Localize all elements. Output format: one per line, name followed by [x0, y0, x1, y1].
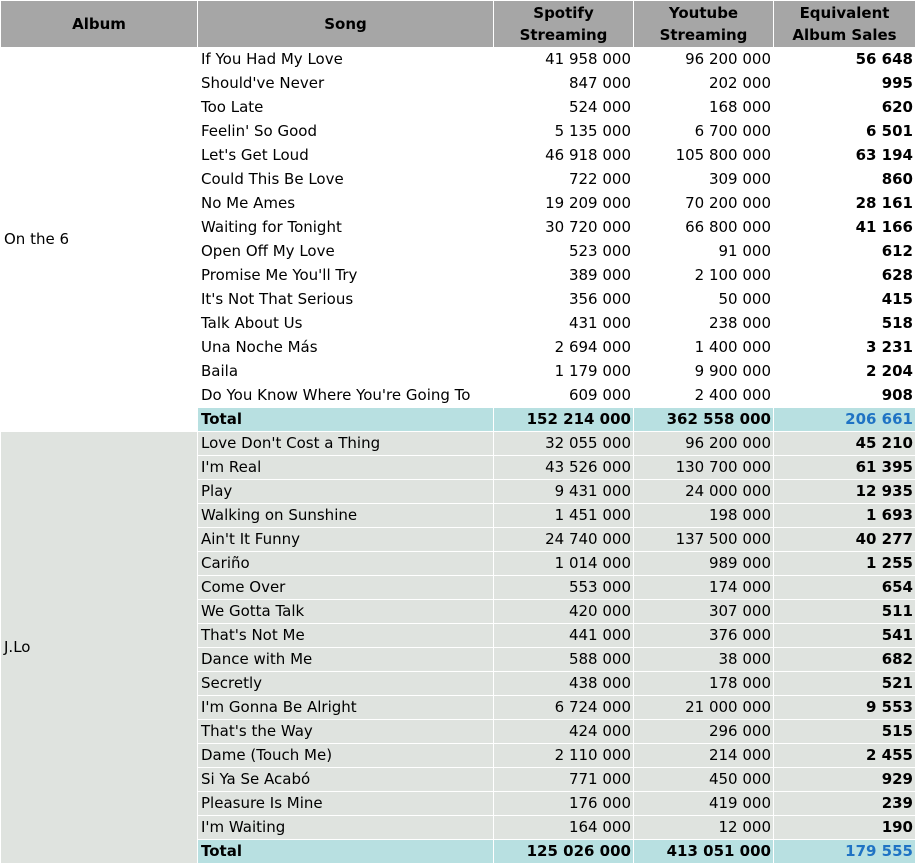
- song-title: We Gotta Talk: [198, 600, 494, 624]
- youtube-streams: 9 900 000: [634, 360, 774, 384]
- equivalent-album-sales: 63 194: [774, 144, 915, 168]
- spotify-streams: 441 000: [494, 624, 634, 648]
- equivalent-album-sales: 190: [774, 816, 915, 840]
- spotify-streams: 9 431 000: [494, 480, 634, 504]
- table-row: [1, 48, 915, 72]
- spotify-streams: 19 209 000: [494, 192, 634, 216]
- song-title: Love Don't Cost a Thing: [198, 432, 494, 456]
- equivalent-album-sales: 518: [774, 312, 915, 336]
- song-title: Feelin' So Good: [198, 120, 494, 144]
- spotify-streams: 1 451 000: [494, 504, 634, 528]
- equivalent-album-sales: 239: [774, 792, 915, 816]
- song-title: Come Over: [198, 576, 494, 600]
- equivalent-album-sales: 654: [774, 576, 915, 600]
- youtube-streams: 307 000: [634, 600, 774, 624]
- youtube-streams: 419 000: [634, 792, 774, 816]
- youtube-streams: 198 000: [634, 504, 774, 528]
- total-youtube: 413 051 000: [634, 840, 774, 864]
- spotify-streams: 1 014 000: [494, 552, 634, 576]
- song-title: It's Not That Serious: [198, 288, 494, 312]
- equivalent-album-sales: 1 693: [774, 504, 915, 528]
- youtube-streams: 450 000: [634, 768, 774, 792]
- equivalent-album-sales: 628: [774, 264, 915, 288]
- youtube-streams: 96 200 000: [634, 432, 774, 456]
- total-spotify: 152 214 000: [494, 408, 634, 432]
- song-title: I'm Real: [198, 456, 494, 480]
- spotify-streams: 609 000: [494, 384, 634, 408]
- spotify-streams: 30 720 000: [494, 216, 634, 240]
- youtube-streams: 989 000: [634, 552, 774, 576]
- song-title: Walking on Sunshine: [198, 504, 494, 528]
- song-title: Let's Get Loud: [198, 144, 494, 168]
- youtube-streams: 12 000: [634, 816, 774, 840]
- song-title: Waiting for Tonight: [198, 216, 494, 240]
- header-eas: Equivalent Album Sales: [774, 1, 915, 48]
- equivalent-album-sales: 1 255: [774, 552, 915, 576]
- song-title: Una Noche Más: [198, 336, 494, 360]
- spotify-streams: 24 740 000: [494, 528, 634, 552]
- spotify-streams: 771 000: [494, 768, 634, 792]
- spotify-streams: 41 958 000: [494, 48, 634, 72]
- song-title: Open Off My Love: [198, 240, 494, 264]
- spotify-streams: 424 000: [494, 720, 634, 744]
- spotify-streams: 553 000: [494, 576, 634, 600]
- equivalent-album-sales: 995: [774, 72, 915, 96]
- youtube-streams: 202 000: [634, 72, 774, 96]
- youtube-streams: 174 000: [634, 576, 774, 600]
- spotify-streams: 2 110 000: [494, 744, 634, 768]
- total-label: Total: [198, 840, 494, 864]
- equivalent-album-sales: 515: [774, 720, 915, 744]
- spotify-streams: 588 000: [494, 648, 634, 672]
- equivalent-album-sales: 3 231: [774, 336, 915, 360]
- equivalent-album-sales: 682: [774, 648, 915, 672]
- song-title: No Me Ames: [198, 192, 494, 216]
- header-row: [1, 1, 915, 48]
- equivalent-album-sales: 521: [774, 672, 915, 696]
- spotify-streams: 46 918 000: [494, 144, 634, 168]
- equivalent-album-sales: 929: [774, 768, 915, 792]
- equivalent-album-sales: 415: [774, 288, 915, 312]
- equivalent-album-sales: 860: [774, 168, 915, 192]
- youtube-streams: 2 100 000: [634, 264, 774, 288]
- spotify-streams: 389 000: [494, 264, 634, 288]
- song-title: That's the Way: [198, 720, 494, 744]
- song-title: Promise Me You'll Try: [198, 264, 494, 288]
- header-spotify: Spotify Streaming: [494, 1, 634, 48]
- youtube-streams: 137 500 000: [634, 528, 774, 552]
- youtube-streams: 296 000: [634, 720, 774, 744]
- equivalent-album-sales: 40 277: [774, 528, 915, 552]
- song-title: Dame (Touch Me): [198, 744, 494, 768]
- spotify-streams: 6 724 000: [494, 696, 634, 720]
- equivalent-album-sales: 2 204: [774, 360, 915, 384]
- spotify-streams: 431 000: [494, 312, 634, 336]
- equivalent-album-sales: 620: [774, 96, 915, 120]
- header-youtube: Youtube Streaming: [634, 1, 774, 48]
- song-title: Baila: [198, 360, 494, 384]
- youtube-streams: 168 000: [634, 96, 774, 120]
- spotify-streams: 43 526 000: [494, 456, 634, 480]
- song-title: Cariño: [198, 552, 494, 576]
- youtube-streams: 6 700 000: [634, 120, 774, 144]
- song-title: Should've Never: [198, 72, 494, 96]
- song-title: Do You Know Where You're Going To: [198, 384, 494, 408]
- header-album: Album: [1, 1, 198, 48]
- album-name: On the 6: [1, 48, 198, 432]
- equivalent-album-sales: 56 648: [774, 48, 915, 72]
- total-label: Total: [198, 408, 494, 432]
- spotify-streams: 524 000: [494, 96, 634, 120]
- youtube-streams: 178 000: [634, 672, 774, 696]
- spotify-streams: 5 135 000: [494, 120, 634, 144]
- youtube-streams: 238 000: [634, 312, 774, 336]
- song-title: Play: [198, 480, 494, 504]
- youtube-streams: 70 200 000: [634, 192, 774, 216]
- equivalent-album-sales: 9 553: [774, 696, 915, 720]
- equivalent-album-sales: 45 210: [774, 432, 915, 456]
- table-row: [1, 432, 915, 456]
- song-title: Secretly: [198, 672, 494, 696]
- spotify-streams: 356 000: [494, 288, 634, 312]
- youtube-streams: 91 000: [634, 240, 774, 264]
- song-title: Ain't It Funny: [198, 528, 494, 552]
- total-eas: 206 661: [774, 408, 915, 432]
- youtube-streams: 214 000: [634, 744, 774, 768]
- spotify-streams: 722 000: [494, 168, 634, 192]
- youtube-streams: 24 000 000: [634, 480, 774, 504]
- song-title: I'm Gonna Be Alright: [198, 696, 494, 720]
- song-title: Could This Be Love: [198, 168, 494, 192]
- spotify-streams: 2 694 000: [494, 336, 634, 360]
- spotify-streams: 1 179 000: [494, 360, 634, 384]
- table-body: [1, 48, 915, 864]
- youtube-streams: 309 000: [634, 168, 774, 192]
- equivalent-album-sales: 511: [774, 600, 915, 624]
- youtube-streams: 21 000 000: [634, 696, 774, 720]
- song-title: Si Ya Se Acabó: [198, 768, 494, 792]
- equivalent-album-sales: 12 935: [774, 480, 915, 504]
- spotify-streams: 164 000: [494, 816, 634, 840]
- youtube-streams: 96 200 000: [634, 48, 774, 72]
- youtube-streams: 1 400 000: [634, 336, 774, 360]
- youtube-streams: 50 000: [634, 288, 774, 312]
- song-title: If You Had My Love: [198, 48, 494, 72]
- equivalent-album-sales: 41 166: [774, 216, 915, 240]
- spotify-streams: 420 000: [494, 600, 634, 624]
- spotify-streams: 176 000: [494, 792, 634, 816]
- song-title: That's Not Me: [198, 624, 494, 648]
- youtube-streams: 38 000: [634, 648, 774, 672]
- spotify-streams: 438 000: [494, 672, 634, 696]
- equivalent-album-sales: 6 501: [774, 120, 915, 144]
- total-spotify: 125 026 000: [494, 840, 634, 864]
- spotify-streams: 32 055 000: [494, 432, 634, 456]
- spotify-streams: 847 000: [494, 72, 634, 96]
- song-title: Too Late: [198, 96, 494, 120]
- equivalent-album-sales: 2 455: [774, 744, 915, 768]
- total-eas: 179 555: [774, 840, 915, 864]
- equivalent-album-sales: 612: [774, 240, 915, 264]
- equivalent-album-sales: 908: [774, 384, 915, 408]
- equivalent-album-sales: 61 395: [774, 456, 915, 480]
- youtube-streams: 66 800 000: [634, 216, 774, 240]
- youtube-streams: 130 700 000: [634, 456, 774, 480]
- equivalent-album-sales: 541: [774, 624, 915, 648]
- youtube-streams: 376 000: [634, 624, 774, 648]
- equivalent-album-sales: 28 161: [774, 192, 915, 216]
- song-title: Talk About Us: [198, 312, 494, 336]
- youtube-streams: 105 800 000: [634, 144, 774, 168]
- song-title: Dance with Me: [198, 648, 494, 672]
- song-title: I'm Waiting: [198, 816, 494, 840]
- album-name: J.Lo: [1, 432, 198, 864]
- youtube-streams: 2 400 000: [634, 384, 774, 408]
- total-youtube: 362 558 000: [634, 408, 774, 432]
- spotify-streams: 523 000: [494, 240, 634, 264]
- song-title: Pleasure Is Mine: [198, 792, 494, 816]
- header-song: Song: [198, 1, 494, 48]
